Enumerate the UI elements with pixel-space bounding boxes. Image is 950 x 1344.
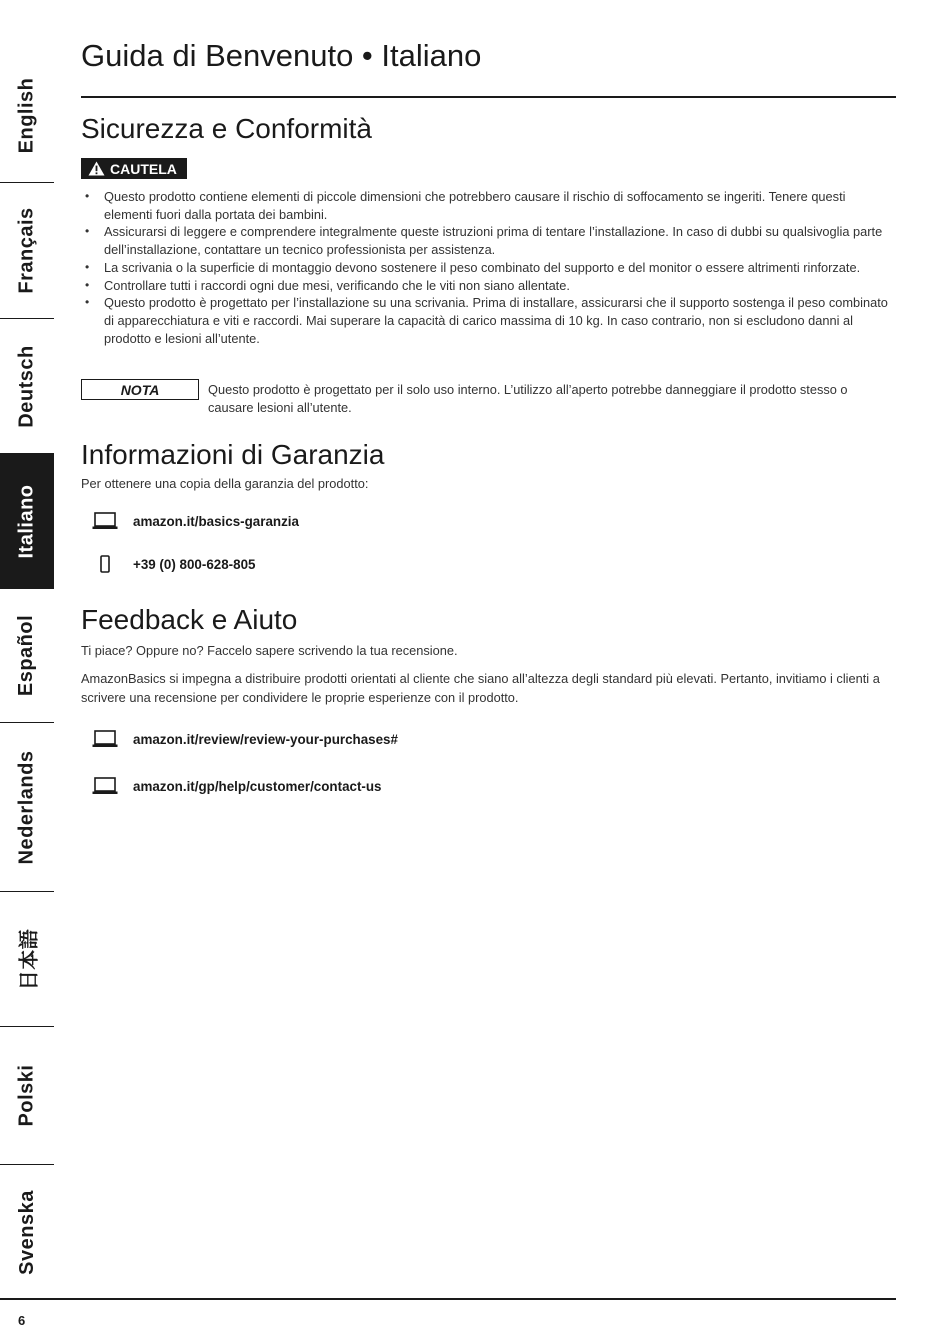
warranty-link[interactable]: amazon.it/basics-garanzia [133,513,299,529]
lang-tab-label: Español [15,614,38,697]
lang-tab-francais[interactable] [0,183,54,319]
title-divider [81,96,896,98]
laptop-icon [91,729,119,749]
warranty-link-row[interactable] [91,511,299,531]
warning-icon [88,161,105,176]
lang-tab-espanol[interactable] [0,589,54,723]
contact-link-row[interactable] [91,776,382,796]
list-item: • La scrivania o la superficie di montaggio devono sostenere il peso combinato del supporto e del monitor o essere altrimenti rinforzate. [81,259,896,277]
caution-badge [81,158,187,179]
lang-tab-label: Italiano [15,483,38,559]
nota-label: NOTA [81,379,199,400]
contact-us-link[interactable]: amazon.it/gp/help/customer/contact-us [133,778,382,794]
review-link-row[interactable] [91,729,398,749]
lang-tab-japanese[interactable] [0,892,54,1027]
lang-tab-label: Svenska [15,1190,38,1275]
lang-tab-label: 日本語 [18,928,41,990]
warranty-phone[interactable]: +39 (0) 800-628-805 [133,556,256,572]
lang-tab-polski[interactable] [0,1027,54,1165]
safety-bullet-list [81,188,896,347]
caution-label: CAUTELA [110,160,177,177]
review-link[interactable]: amazon.it/review/review-your-purchases# [133,731,398,747]
lang-tab-label: Nederlands [15,750,38,864]
safety-heading: Sicurezza e Conformità [81,113,373,144]
list-item: • Controllare tutti i raccordi ogni due mesi, verificando che le viti non siano allentate. [81,277,896,295]
lang-tab-svenska[interactable] [0,1165,54,1300]
page-number: 6 [18,1313,26,1328]
lang-tab-label: Français [15,207,38,294]
lang-tab-label: English [15,77,38,153]
language-sidebar [0,48,54,1275]
warranty-phone-row[interactable] [91,554,255,574]
laptop-icon [91,776,119,796]
list-item: • Questo prodotto contiene elementi di piccole dimensioni che potrebbero causare il rischio di soffocamento se ingeriti. Tenere questi elementi fuori dalla portata dei bambini. [81,188,896,223]
lang-tab-label: Polski [15,1064,38,1127]
laptop-icon [91,511,119,531]
lang-tab-deutsch[interactable] [0,319,54,454]
list-item: • Assicurarsi di leggere e comprendere integralmente queste istruzioni prima di tentare l’installazione. In caso di dubbi su qualsivoglia parte dell’installazione, contattare un tecnico professionista per assistenza. [81,223,896,258]
lang-tab-english[interactable] [0,48,54,183]
phone-icon [91,554,119,574]
lang-tab-italiano[interactable] [0,454,54,589]
feedback-heading: Feedback e Aiuto [81,604,298,635]
feedback-line-1: Ti piace? Oppure no? Faccelo sapere scrivendo la tua recensione. [81,643,458,658]
lang-tab-label: Deutsch [15,344,38,428]
nota-text: Questo prodotto è progettato per il solo uso interno. L’utilizzo all’aperto potrebbe danneggiare il prodotto stesso o causare lesioni all’utente. [208,382,848,415]
list-item: • Questo prodotto è progettato per l’installazione su una scrivania. Prima di installare, assicurarsi che il supporto sostenga il peso combinato di apparecchiatura e viti e raccordi. Mai superare la capacità di carico massima di 10 kg. In caso contrario, non si escludono danni al prodotto e lesioni all’utente. [81,294,896,347]
footer-divider [0,1298,896,1300]
warranty-heading: Informazioni di Garanzia [81,439,385,470]
warranty-intro: Per ottenere una copia della garanzia del prodotto: [81,476,369,491]
lang-tab-nederlands[interactable] [0,723,54,892]
feedback-line-2: AmazonBasics si impegna a distribuire prodotti orientati al cliente che siano all’altezza degli standard più elevati. Pertanto, invitiamo i clienti a scrivere una recensione per condividere le proprie esperienze con il prodotto. [81,671,880,705]
page-title: Guida di Benvenuto • Italiano [81,38,482,73]
